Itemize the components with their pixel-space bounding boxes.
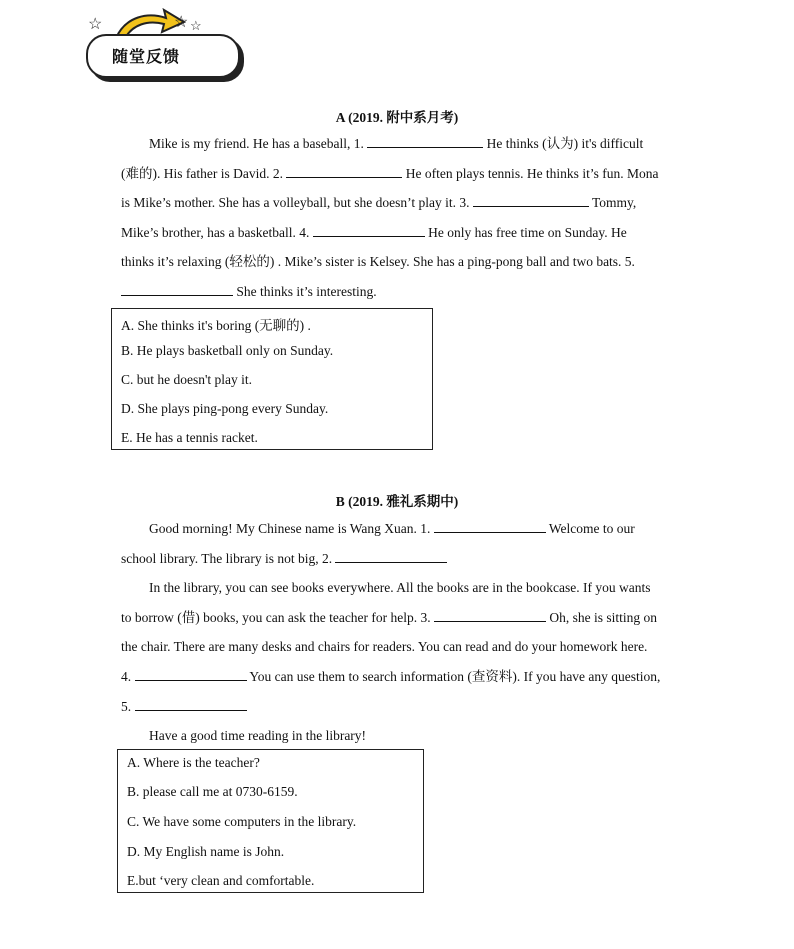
star-icon: ☆ [174, 14, 189, 31]
section-a-passage [121, 129, 681, 307]
passage-line: school library. The library is not big, 2. [121, 544, 681, 574]
star-icon: ☆ [88, 16, 103, 33]
option-item: D. She plays ping-pong every Sunday. [121, 401, 329, 416]
passage-line: Good morning! My Chinese name is Wang Xuan. 1. Welcome to our [149, 521, 635, 536]
passage-line: 5. [121, 692, 681, 722]
passage-line: (难的). His father is David. 2. He often plays tennis. He thinks it’s fun. Mona [121, 165, 659, 181]
passage-line: She thinks it’s interesting. [121, 277, 681, 307]
option-item: A. Where is the teacher? [127, 755, 260, 770]
passage-line: the chair. There are many desks and chairs for readers. You can read and do your homework here. [121, 639, 648, 655]
section-a-heading: A (2019. 附中系月考) [335, 110, 459, 125]
section-b-passage [121, 514, 681, 751]
passage-line: is Mike’s mother. She has a volleyball, but she doesn’t play it. 3. Tommy, [121, 195, 637, 211]
option-item: C. We have some computers in the library. [127, 814, 357, 829]
passage-line: Have a good time reading in the library! [149, 728, 367, 744]
star-icon: ☆ [190, 18, 202, 33]
passage-line: Mike’s brother, has a basketball. 4. He only has free time on Sunday. He [121, 224, 627, 240]
option-item: D. My English name is John. [127, 844, 285, 859]
passage-line: In the library, you can see books everywhere. All the books are in the bookcase. If you wants [149, 580, 651, 596]
section-b-heading: B (2019. 雅礼系期中) [335, 494, 459, 509]
passage-line: to borrow (借) books, you can ask the teacher for help. 3. Oh, she is sitting on [121, 609, 658, 625]
option-item: B. please call me at 0730-6159. [127, 784, 298, 799]
passage-line: thinks it’s relaxing (轻松的) . Mike’s sister is Kelsey. She has a ping-pong ball and two bats. 5. [121, 254, 635, 270]
section-banner [82, 8, 252, 78]
passage-line: Mike is my friend. He has a baseball, 1. He thinks (认为) it's difficult [149, 136, 644, 151]
option-item: A. She thinks it's boring (无聊的) . [121, 318, 311, 333]
option-item: E.but ‘very clean and comfortable. [127, 873, 315, 888]
option-item: C. but he doesn't play it. [121, 372, 253, 387]
section-b-options [117, 749, 424, 893]
option-item: E. He has a tennis racket. [121, 430, 258, 445]
option-item: B. He plays basketball only on Sunday. [121, 343, 334, 358]
passage-line: 4. You can use them to search information (查资料). If you have any question, [121, 668, 661, 684]
section-a-options [111, 308, 433, 450]
banner-title: 随堂反馈 [112, 47, 181, 66]
